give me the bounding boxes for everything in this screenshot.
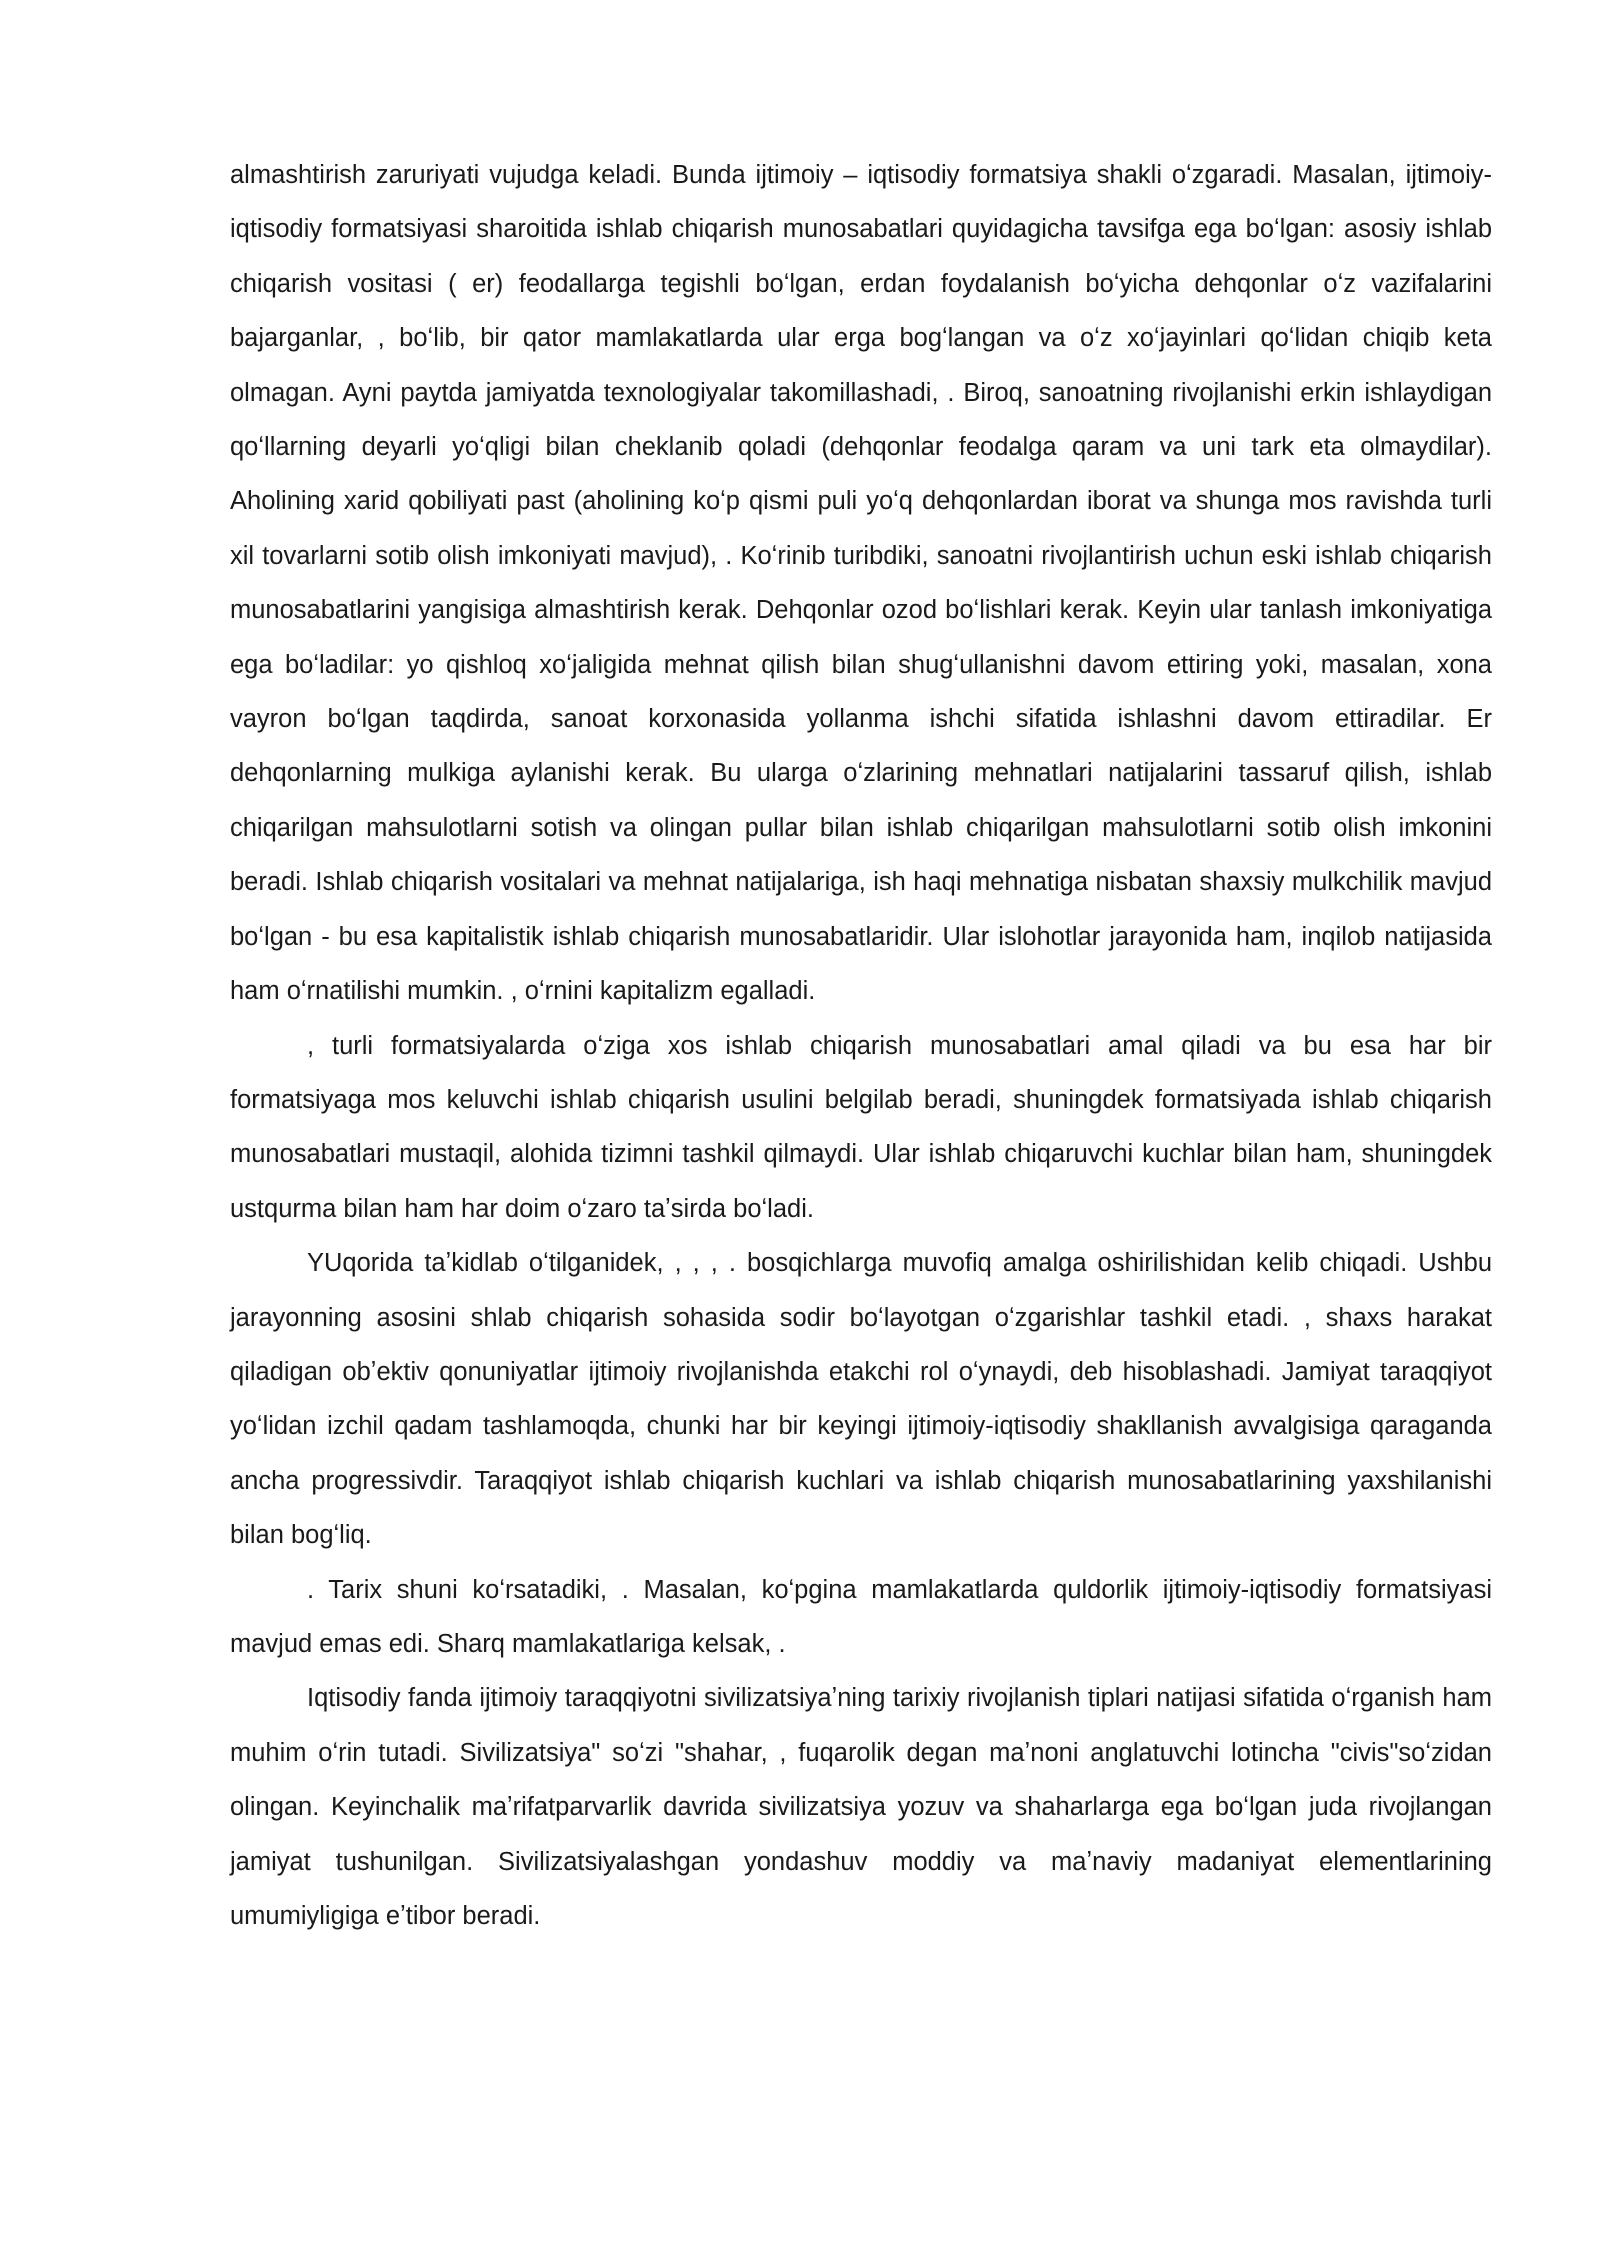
paragraph-1: almashtirish zaruriyati vujudga keladi. Bunda ijtimoiy – iqtisodiy formatsiya shakli oʻzgaradi. Masalan, ijtimoiy-iqtisodiy formatsiyasi sharoitida ishlab chiqarish munosabatlari quyidagicha tavsifga ega boʻlgan: asosiy ishlab chiqarish vositasi ( er) feodallarga tegishli boʻlgan, erdan foydalanish boʻyicha dehqonlar oʻz vazifalarini bajarganlar, , boʻlib, bir qator mamlakatlarda ular erga bogʻlangan va oʻz xoʻjayinlari qoʻlidan chiqib keta olmagan. Ayni paytda jamiyatda texnologiyalar takomillashadi, . Biroq, sanoatning rivojlanishi erkin ishlaydigan qoʻllarning deyarli yoʻqligi bilan cheklanib qoladi (dehqonlar feodalga qaram va uni tark eta olmaydilar). Aholining xarid qobiliyati past (aholining koʻp qismi puli yoʻq dehqonlardan iborat va shunga mos ravishda turli xil tovarlarni sotib olish imkoniyati mavjud), . Koʻrinib turibdiki, sanoatni rivojlantirish uchun eski ishlab chiqarish munosabatlarini yangisiga almashtirish kerak. Dehqonlar ozod boʻlishlari kerak. Keyin ular tanlash imkoniyatiga ega boʻladilar: yo qishloq xoʻjaligida mehnat qilish bilan shugʻullanishni davom ettiring yoki, masalan, xona vayron boʻlgan taqdirda, sanoat korxonasida yollanma ishchi sifatida ishlashni davom ettiradilar. Er dehqonlarning mulkiga aylanishi kerak. Bu ularga oʻzlarining mehnatlari natijalarini tassaruf qilish, ishlab chiqarilgan mahsulotlarni sotish va olingan pullar bilan ishlab chiqarilgan mahsulotlarni sotib olish imkonini beradi. Ishlab chiqarish vositalari va mehnat natijalariga, ish haqi mehnatiga nisbatan shaxsiy mulkchilik mavjud boʻlgan - bu esa kapitalistik ishlab chiqarish munosabatlaridir. Ular islohotlar jarayonida ham, inqilob natijasida ham oʻrnatilishi mumkin. , oʻrnini kapitalizm egalladi. — [230, 161, 1492, 1006]
paragraph-5: Iqtisodiy fanda ijtimoiy taraqqiyotni sivilizatsiyaʼning tarixiy rivojlanish tiplari natijasi sifatida oʻrganish ham muhim oʻrin tutadi. Sivilizatsiya" soʻzi "shahar, , fuqarolik degan maʼnoni anglatuvchi lotincha "civis"soʻzidan olingan. Keyinchalik maʼrifatparvarlik davrida sivilizatsiya yozuv va shaharlarga ega boʻlgan juda rivojlangan jamiyat tushunilgan. Sivilizatsiyalashgan yondashuv moddiy va maʼnaviy madaniyat elementlarining umumiyligiga eʼtibor beradi. — [230, 1684, 1492, 1930]
paragraph-3: YUqorida taʼkidlab oʻtilganidek, , , , . bosqichlarga muvofiq amalga oshirilishidan kelib chiqadi. Ushbu jarayonning asosini shlab chiqarish sohasida sodir boʻlayotgan oʻzgarishlar tashkil etadi. , shaxs harakat qiladigan obʼektiv qonuniyatlar ijtimoiy rivojlanishda etakchi rol oʻynaydi, deb hisoblashadi. Jamiyat taraqqiyot yoʻlidan izchil qadam tashlamoqda, chunki har bir keyingi ijtimoiy-iqtisodiy shakllanish avvalgisiga qaraganda ancha progressivdir. Taraqqiyot ishlab chiqarish kuchlari va ishlab chiqarish munosabatlarining yaxshilanishi bilan bogʻliq. — [230, 1249, 1492, 1550]
paragraph-2: , turli formatsiyalarda oʻziga xos ishlab chiqarish munosabatlari amal qiladi va bu esa har bir formatsiyaga mos keluvchi ishlab chiqarish usulini belgilab beradi, shuningdek formatsiyada ishlab chiqarish munosabatlari mustaqil, alohida tizimni tashkil qilmaydi. Ular ishlab chiqaruvchi kuchlar bilan ham, shuningdek ustqurma bilan ham har doim oʻzaro taʼsirda boʻladi. — [230, 1031, 1492, 1223]
document-body — [230, 148, 1492, 1943]
paragraph-4: . Tarix shuni koʻrsatadiki, . Masalan, koʻpgina mamlakatlarda quldorlik ijtimoiy-iqtisodiy formatsiyasi mavjud emas edi. Sharq mamlakatlariga kelsak, . — [230, 1575, 1492, 1658]
